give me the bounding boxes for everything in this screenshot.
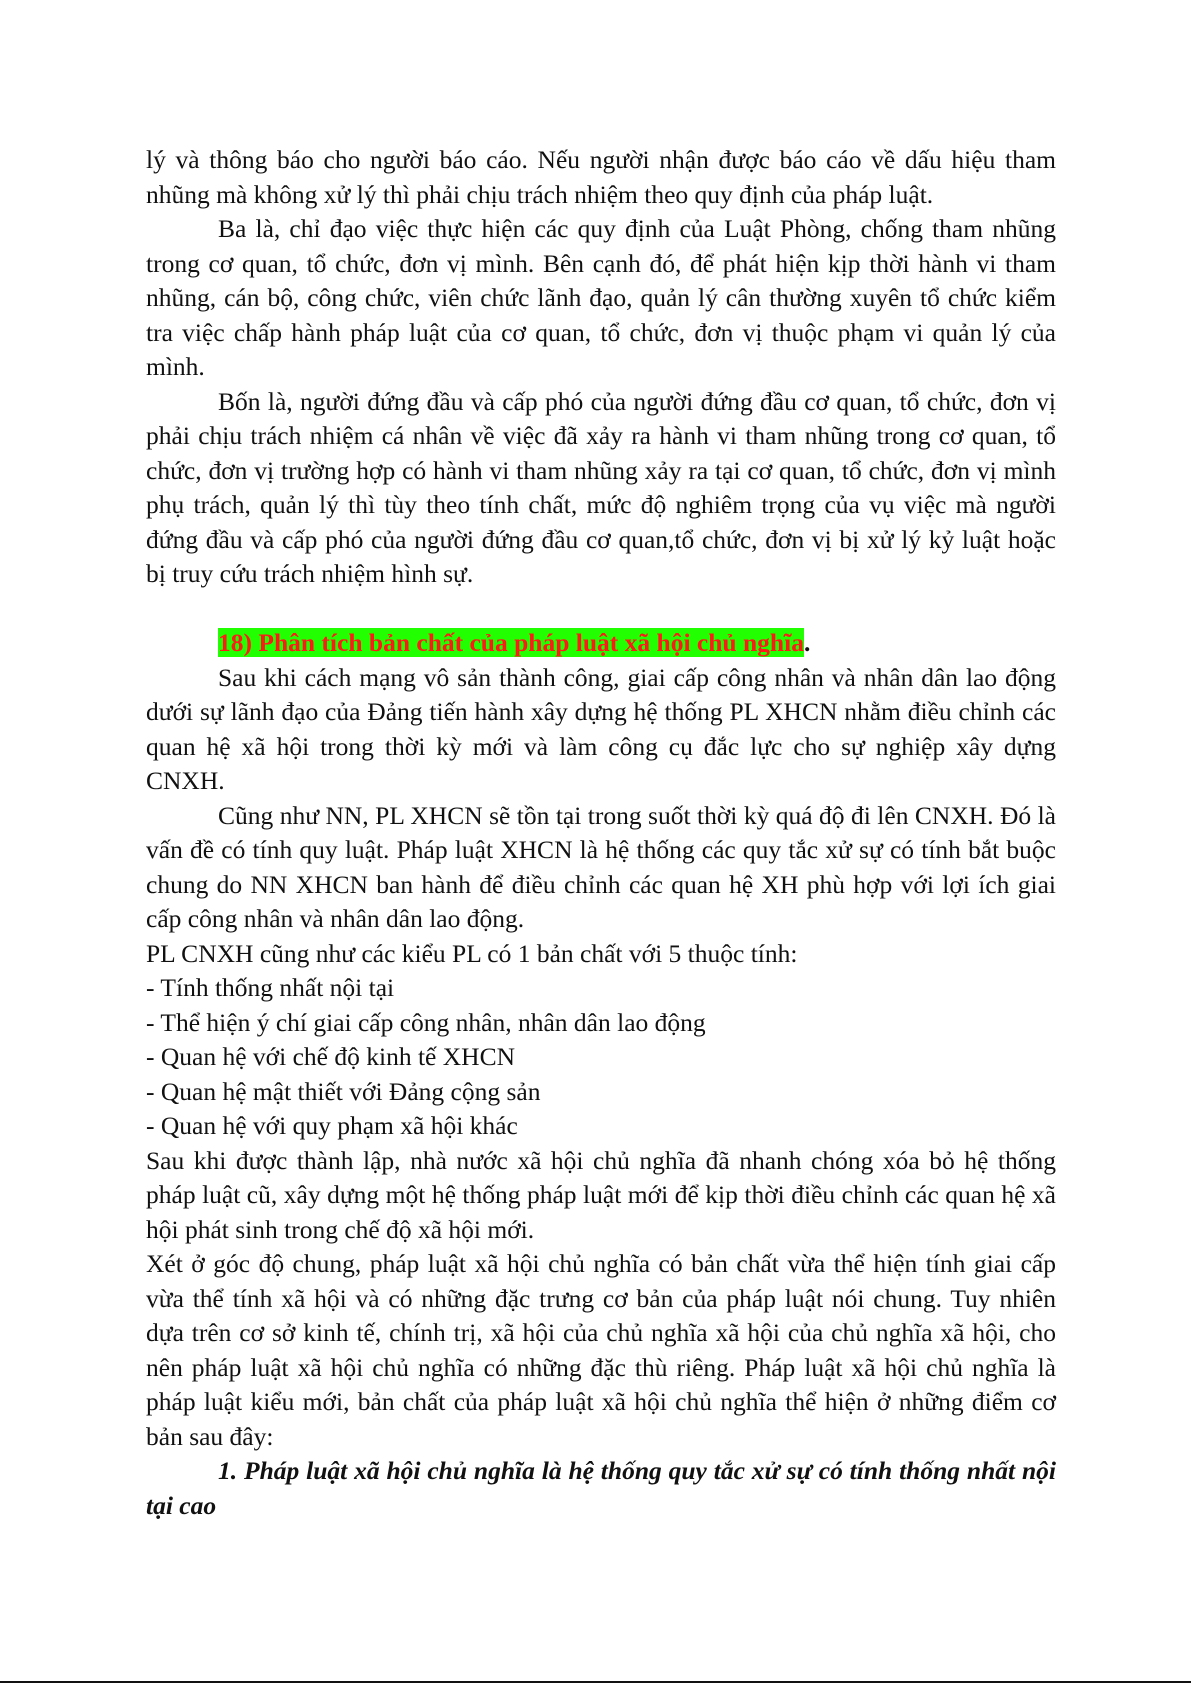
paragraph-ba-la: Ba là, chỉ đạo việc thực hiện các quy định của Luật Phòng, chống tham nhũng trong cơ quan, tổ chức, đơn vị mình. Bên cạnh đó, để phát hiện kịp thời hành vi tham nhũng, cán bộ, công chức, viên chức lãnh đạo, quản lý cân thường xuyên tổ chức kiểm tra việc chấp hành pháp luật của cơ quan, tổ chức, đơn vị thuộc phạm vi quản lý của mình. bbox=[146, 214, 1056, 381]
document-body bbox=[146, 143, 1056, 1523]
paragraph-continuation: lý và thông báo cho người báo cáo. Nếu người nhận được báo cáo về dấu hiệu tham nhũng mà không xử lý thì phải chịu trách nhiệm theo quy định của pháp luật. bbox=[146, 145, 1056, 209]
highlighted-heading-text: 18) Phân tích bản chất của pháp luật xã hội chủ nghĩa bbox=[218, 628, 804, 657]
bullet-item: - Quan hệ với quy phạm xã hội khác bbox=[146, 1111, 518, 1140]
paragraph-sau-khi-cach-mang: Sau khi cách mạng vô sản thành công, giai cấp công nhân và nhân dân lao động dưới sự lãnh đạo của Đảng tiến hành xây dựng hệ thống PL XHCN nhằm điều chỉnh các quan hệ xã hội trong thời kỳ mới và làm công cụ đắc lực cho sự nghiệp xây dựng CNXH. bbox=[146, 662, 1056, 795]
page-bottom-rule bbox=[0, 1681, 1191, 1683]
paragraph-xet-o-goc-do: Xét ở góc độ chung, pháp luật xã hội chủ nghĩa có bản chất vừa thể hiện tính giai cấp vừa thể tính xã hội và có những đặc trưng cơ bản của pháp luật nói chung. Tuy nhiên dựa trên cơ sở kinh tế, chính trị, xã hội của chủ nghĩa xã hội của chủ nghĩa xã hội, cho nên pháp luật xã hội chủ nghĩa có những đặc thù riêng. Pháp luật xã hội chủ nghĩa là pháp luật kiểu mới, bản chất của pháp luật xã hội chủ nghĩa thể hiện ở những điểm cơ bản sau đây: bbox=[146, 1249, 1056, 1451]
heading-period: . bbox=[803, 628, 811, 657]
subheading-point-1: 1. Pháp luật xã hội chủ nghĩa là hệ thống quy tắc xử sự có tính thống nhất nội tại cao bbox=[146, 1456, 1056, 1520]
paragraph-sau-khi-thanh-lap: Sau khi được thành lập, nhà nước xã hội chủ nghĩa đã nhanh chóng xóa bỏ hệ thống pháp luật cũ, xây dựng một hệ thống pháp luật mới để kịp thời điều chỉnh các quan hệ xã hội phát sinh trong chế độ xã hội mới. bbox=[146, 1145, 1056, 1244]
paragraph-bon-la: Bốn là, người đứng đầu và cấp phó của người đứng đầu cơ quan, tổ chức, đơn vị phải chịu trách nhiệm cá nhân về việc đã xảy ra hành vi tham nhũng trong cơ quan, tổ chức, đơn vị trường hợp có hành vi tham nhũng xảy ra tại cơ quan, tổ chức, đơn vị mình phụ trách, quản lý thì tùy theo tính chất, mức độ nghiêm trọng của vụ việc mà người đứng đầu và cấp phó của người đứng đầu cơ quan,tổ chức, đơn vị bị xử lý kỷ luật hoặc bị truy cứu trách nhiệm hình sự. bbox=[146, 386, 1056, 588]
bullet-item: - Quan hệ với chế độ kinh tế XHCN bbox=[146, 1042, 515, 1071]
section-heading-18 bbox=[146, 626, 1056, 661]
bullet-item: - Tính thống nhất nội tại bbox=[146, 973, 395, 1002]
bullet-item: - Thể hiện ý chí giai cấp công nhân, nhân dân lao động bbox=[146, 1007, 706, 1037]
paragraph-pl-cnxh: PL CNXH cũng như các kiểu PL có 1 bản chất với 5 thuộc tính: bbox=[146, 938, 798, 968]
paragraph-cung-nhu-nn: Cũng như NN, PL XHCN sẽ tồn tại trong suốt thời kỳ quá độ đi lên CNXH. Đó là vấn đề có tính quy luật. Pháp luật XHCN là hệ thống các quy tắc xử sự có tính bắt buộc chung do NN XHCN ban hành để điều chỉnh các quan hệ XH phù hợp với lợi ích giai cấp công nhân và nhân dân lao động. bbox=[146, 800, 1056, 933]
bullet-item: - Quan hệ mật thiết với Đảng cộng sản bbox=[146, 1076, 541, 1106]
paragraph-spacer bbox=[146, 592, 1056, 627]
